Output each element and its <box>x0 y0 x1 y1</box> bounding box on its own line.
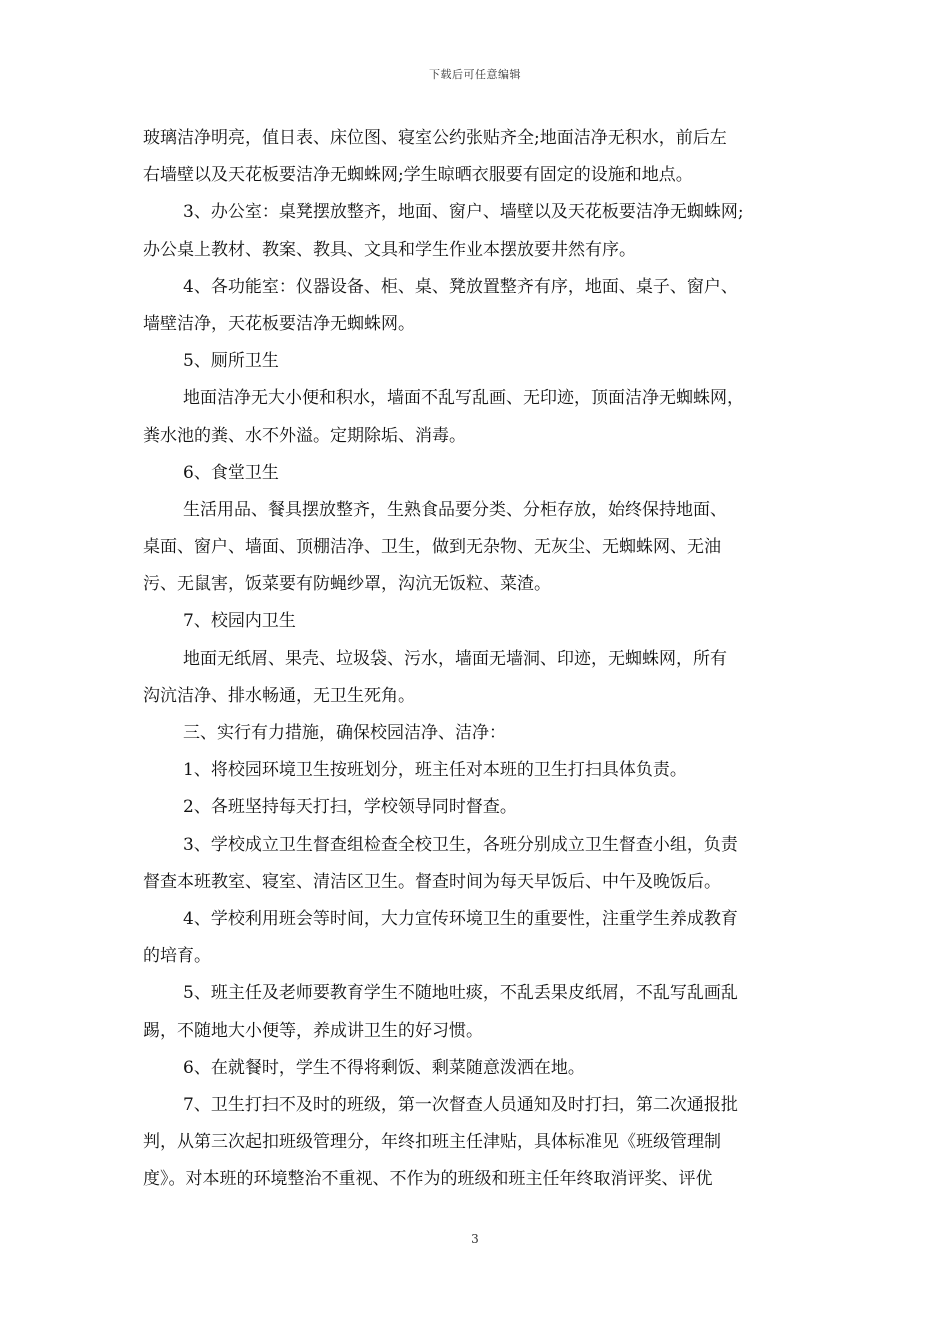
text-line: 地面洁净无大小便和积水，墙面不乱写乱画、无印迹，顶面洁净无蜘蛛网， <box>183 388 744 409</box>
text-line: 3、学校成立卫生督查组检查全校卫生，各班分别成立卫生督查小组，负责 <box>183 834 738 855</box>
text-line: 2、各班坚持每天打扫，学校领导同时督查。 <box>183 797 517 818</box>
text-line: 粪水池的粪、水不外溢。定期除垢、消毒。 <box>143 425 466 446</box>
section-heading: 三、实行有力措施，确保校园洁净、洁净： <box>183 723 506 743</box>
section-heading: 6、食堂卫生 <box>183 462 279 483</box>
section-heading: 5、厕所卫生 <box>183 351 279 372</box>
text-line: 地面无纸屑、果壳、垃圾袋、污水，墙面无墙洞、印迹，无蜘蛛网，所有 <box>183 648 727 669</box>
text-line: 3、办公室：桌凳摆放整齐，地面、窗户、墙壁以及天花板要洁净无蜘蛛网; <box>183 202 744 223</box>
text-line: 沟沆洁净、排水畅通，无卫生死角。 <box>143 685 415 706</box>
text-line: 踢，不随地大小便等，养成讲卫生的好习惯。 <box>143 1020 483 1041</box>
text-line: 右墙壁以及天花板要洁净无蜘蛛网;学生晾晒衣服要有固定的设施和地点。 <box>143 165 693 186</box>
text-line: 督查本班教室、寝室、清洁区卫生。督查时间为每天早饭后、中午及晚饭后。 <box>143 871 721 892</box>
text-line: 玻璃洁净明亮，值日表、床位图、寝室公约张贴齐全;地面洁净无积水，前后左 <box>143 128 727 148</box>
page-header: 下载后可任意编辑 <box>429 68 521 81</box>
text-line: 7、卫生打扫不及时的班级，第一次督查人员通知及时打扫，第二次通报批 <box>183 1094 738 1115</box>
page-number: 3 <box>471 1232 479 1246</box>
text-line: 办公桌上教材、教案、教具、文具和学生作业本摆放要井然有序。 <box>143 239 636 260</box>
text-line: 墙壁洁净，天花板要洁净无蜘蛛网。 <box>143 313 415 334</box>
section-heading: 7、校园内卫生 <box>183 611 296 632</box>
text-line: 度》。对本班的环境整治不重视、不作为的班级和班主任年终取消评奖、评优 <box>143 1169 713 1190</box>
text-line: 生活用品、餐具摆放整齐，生熟食品要分类、分柜存放，始终保持地面、 <box>183 499 727 520</box>
text-line: 5、班主任及老师要教育学生不随地吐痰，不乱丢果皮纸屑，不乱写乱画乱 <box>183 983 738 1004</box>
text-line: 判，从第三次起扣班级管理分，年终扣班主任津贴，具体标准见《班级管理制 <box>143 1132 721 1153</box>
text-line: 6、在就餐时，学生不得将剩饭、剩菜随意泼洒在地。 <box>183 1057 585 1078</box>
text-line: 的培育。 <box>143 946 211 967</box>
text-line: 桌面、窗户、墙面、顶棚洁净、卫生，做到无杂物、无灰尘、无蜘蛛网、无油 <box>143 537 721 558</box>
text-line: 4、各功能室：仪器设备、柜、桌、凳放置整齐有序，地面、桌子、窗户、 <box>183 276 738 297</box>
text-line: 污、无鼠害，饭菜要有防蝇纱罩，沟沆无饭粒、菜渣。 <box>143 574 551 595</box>
document-body <box>143 120 809 1198</box>
text-line: 1、将校园环境卫生按班划分，班主任对本班的卫生打扫具体负责。 <box>183 760 687 781</box>
text-line: 4、学校利用班会等时间，大力宣传环境卫生的重要性，注重学生养成教育 <box>183 908 738 929</box>
